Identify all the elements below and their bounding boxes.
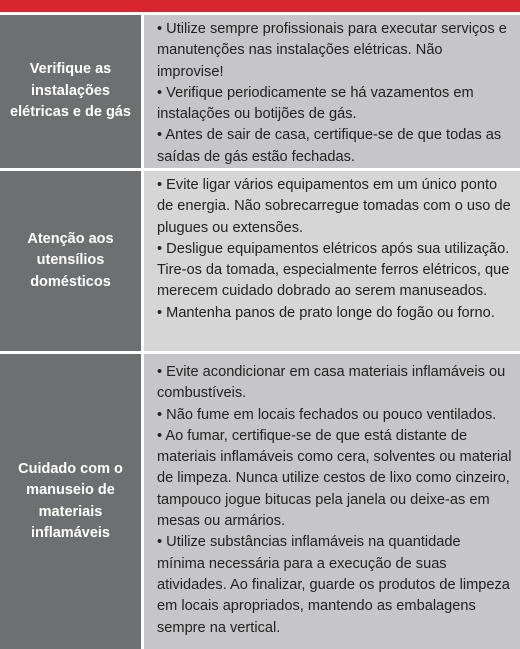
list-item: • Desligue equipamentos elétricos após sua utilização. Tire-os da tomada, especialmente ferros elétricos, que merecem cuidado dobrado ao serem manuseados. [157,240,510,300]
list-item: • Mantenha panos de prato longe do fogão ou forno. [157,304,495,321]
row-heading-flammable-materials: Cuidado com o manuseio de materiais inflamáveis [0,354,141,649]
table-row [0,15,520,168]
row-content [144,354,520,649]
list-item: • Ao fumar, certifique-se de que está distante de materiais inflamáveis como cera, solventes ou material de limpeza. Nunca utilize cestos de lixo como cinzeiro, tampouco jogue bitucas pela janela ou deixe-as em mesas ou armários. [157,427,512,530]
list-item: • Verifique periodicamente se há vazamentos em instalações ou botijões de gás. [157,84,474,123]
list-item: • Utilize sempre profissionais para executar serviços e manutenções nas instalações elétricas. Não improvise! [157,21,507,80]
row-heading-gas-electric: Verifique as instalações elétricas e de gás [0,15,141,168]
row-content [144,15,520,168]
row-content [144,171,520,351]
list-item: • Evite ligar vários equipamentos em um único ponto de energia. Não sobrecarregue tomadas com o uso de plugues ou extensões. [157,177,511,236]
table-row [0,171,520,351]
list-item: • Antes de sair de casa, certifique-se de que todas as saídas de gás estão fechadas. [157,127,502,165]
header-red-bar [0,0,520,12]
list-item: • Não fume em locais fechados ou pouco ventilados. [157,406,497,423]
table-row [0,354,520,649]
row-heading-household-utensils: Atenção aos utensílios domésticos [0,171,141,351]
list-item: • Evite acondicionar em casa materiais inflamáveis ou combustíveis. [157,364,506,402]
list-item: • Utilize substâncias inflamáveis na quantidade mínima necessária para a execução de suas atividades. Ao finalizar, guarde os produtos de limpeza em locais apropriados, mantendo as embalagens sempre na vertical. [157,534,510,636]
